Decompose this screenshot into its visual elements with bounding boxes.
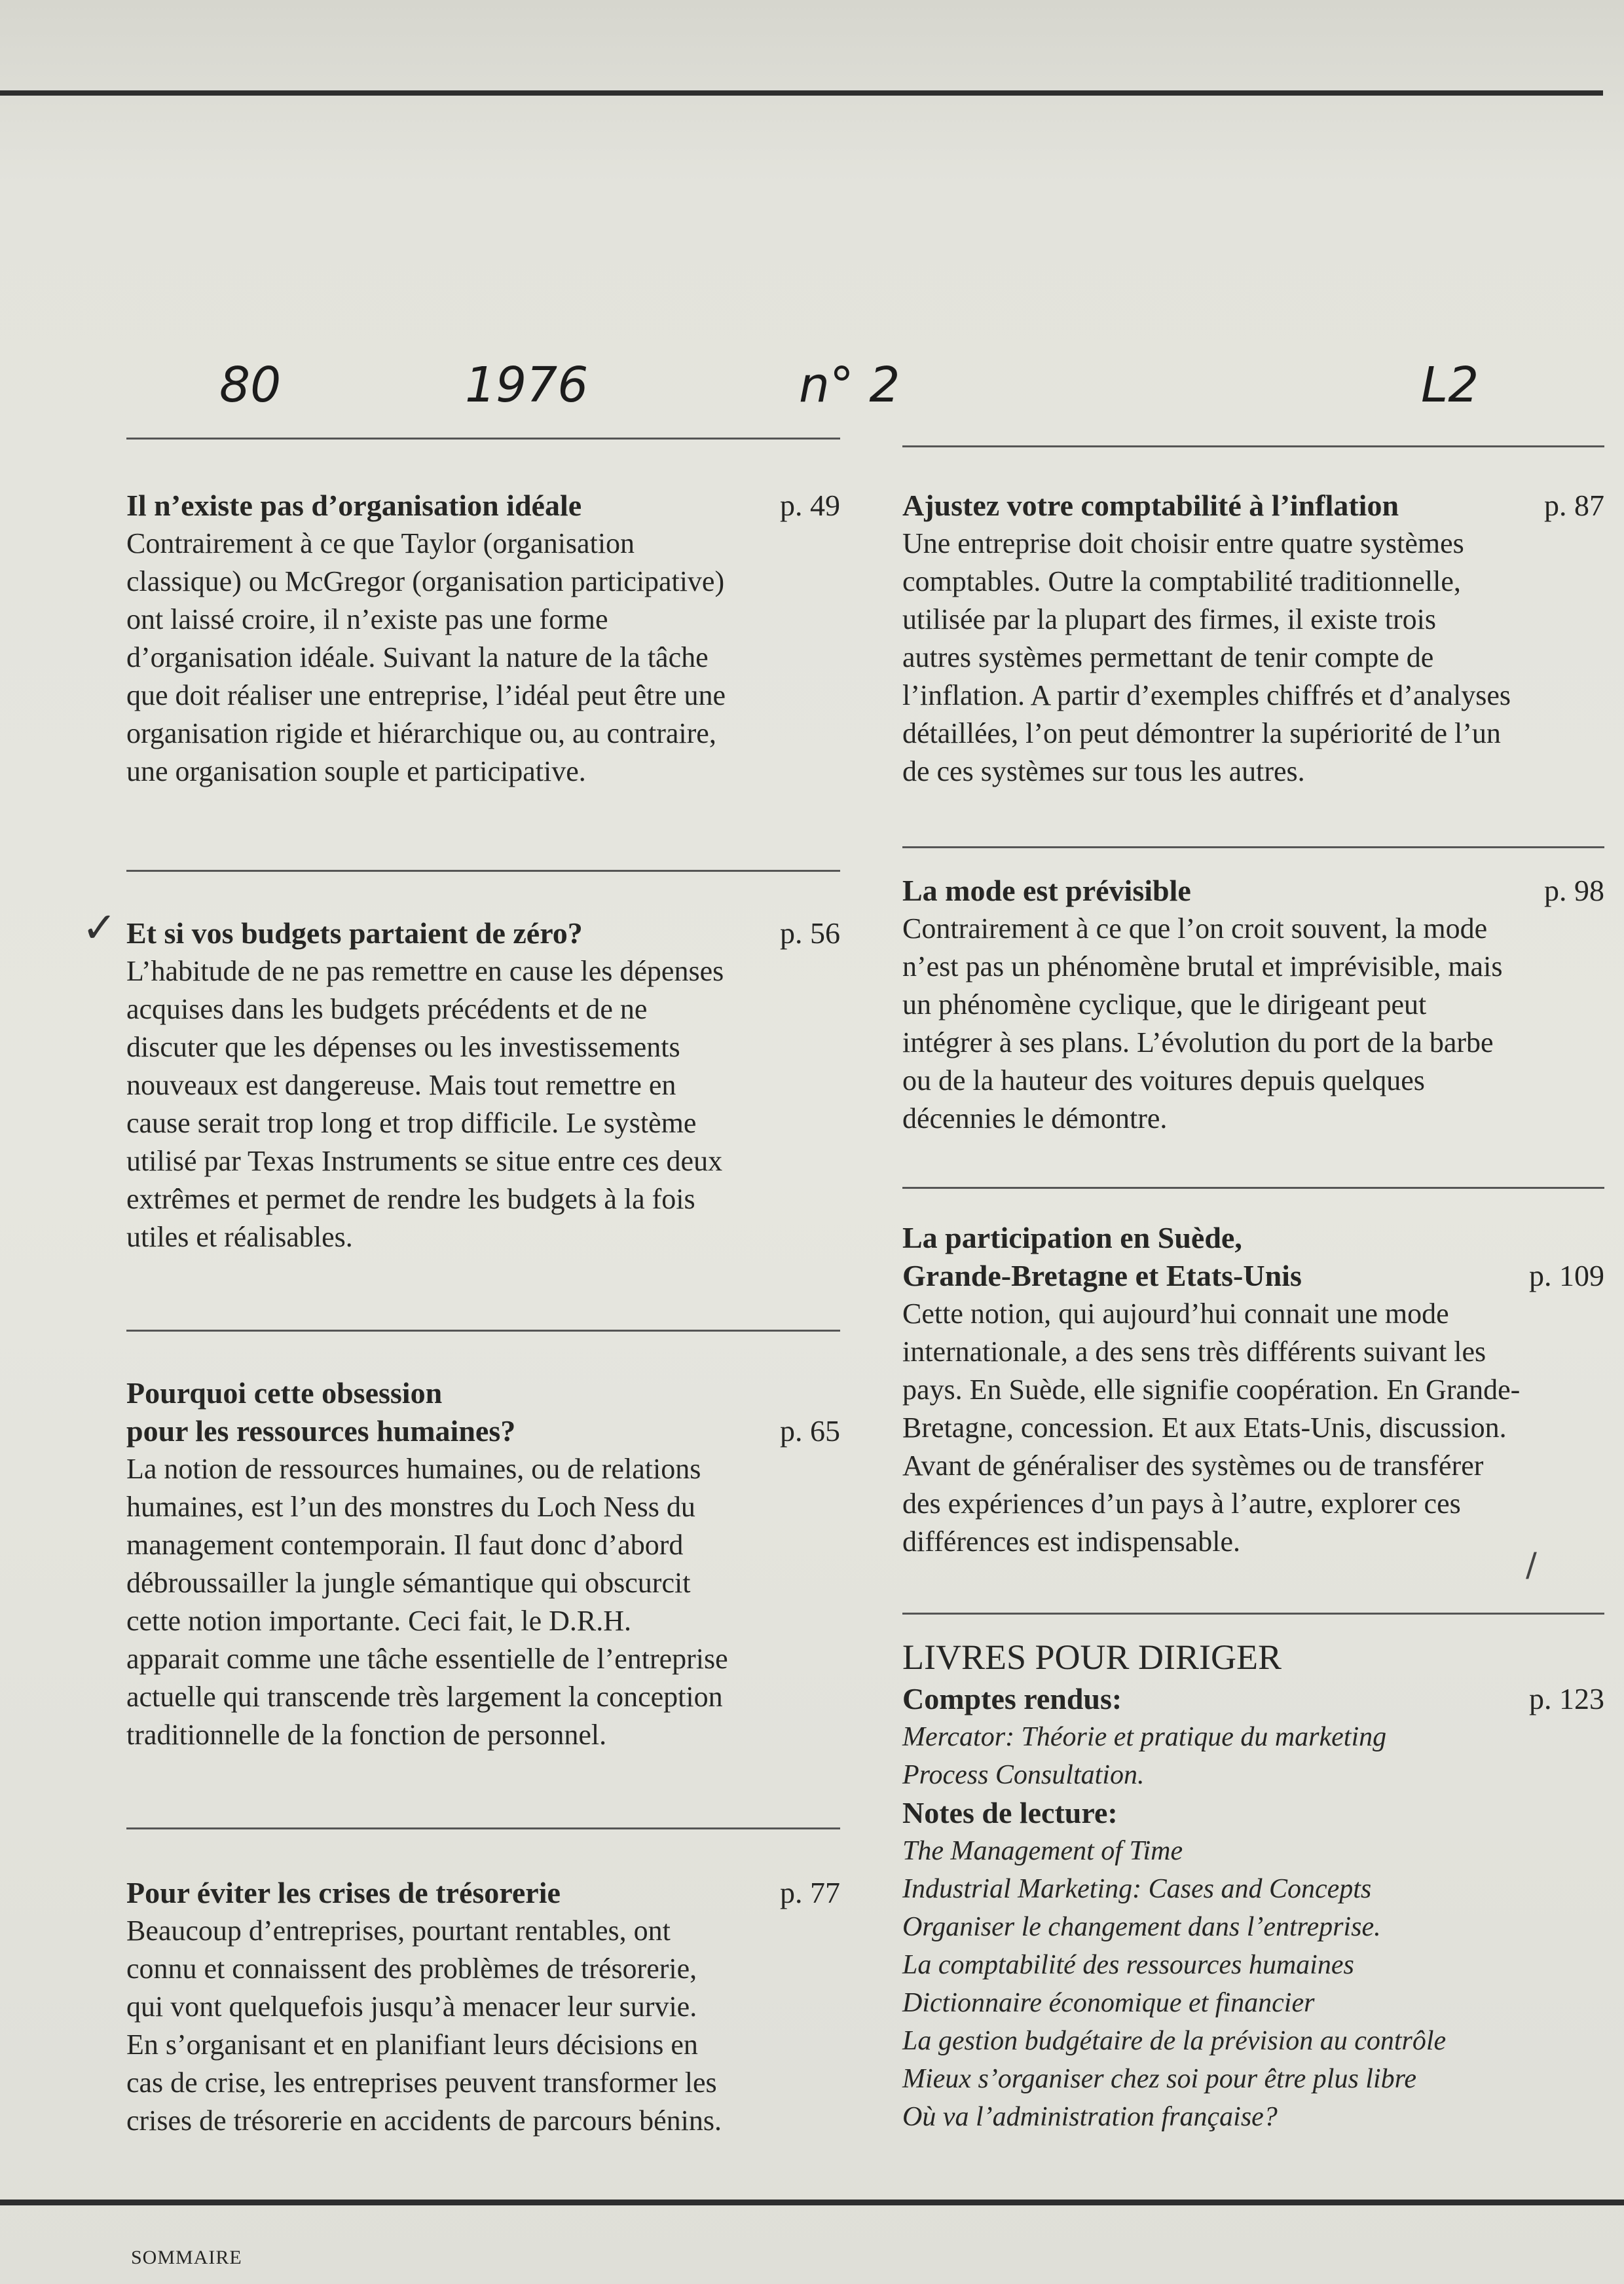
right-column-3 xyxy=(902,1187,1604,1561)
page-ref: p. 109 xyxy=(1529,1259,1604,1292)
article-body: Contrairement à ce que l’on croit souvent, la mode n’est pas un phénomène brutal et imprévisible, mais un phénomène cyclique, que le dirigeant peut intégrer à ses plans. L’évolution du port de la barbe ou de la hauteur des voitures depuis quelques décennies le démontre. xyxy=(902,912,1503,1134)
article-title: Grande-Bretagne et Etats-Unis p. 109 xyxy=(902,1257,1604,1295)
handwritten-year: 1976 xyxy=(465,357,589,413)
footer-label: SOMMAIRE xyxy=(131,2247,242,2268)
livres-heading: LIVRES POUR DIRIGER xyxy=(902,1638,1282,1677)
article-title: Ajustez votre comptabilité à l’inflation p. 87 xyxy=(902,487,1604,525)
page-ref: p. 98 xyxy=(1544,874,1604,907)
divider xyxy=(902,445,1604,447)
article-participation xyxy=(902,1219,1604,1561)
right-column xyxy=(902,445,1604,791)
article-title: Pour éviter les crises de trésorerie p. 77 xyxy=(126,1874,840,1912)
notes-de-lecture-label: Notes de lecture: xyxy=(902,1796,1118,1829)
divider xyxy=(902,846,1604,848)
article-inflation xyxy=(902,487,1604,791)
article-title-line: La participation en Suède, xyxy=(902,1221,1242,1254)
article-body: La notion de ressources humaines, ou de relations humaines, est l’un des monstres du Loch Ness du management contemporain. Il faut donc d’abord débroussailler la jungle sémantique qui obscurcit cette notion importante. Ceci fait, le D.R.H. apparait comme une tâche essentielle de l’entreprise actuelle qui transcende très largement la conception traditionnelle de la fonction de personnel. xyxy=(126,1453,728,1751)
handwritten-issue: n° 2 xyxy=(799,357,900,413)
article-title: Il n’existe pas d’organisation idéale p. 49 xyxy=(126,487,840,525)
divider xyxy=(126,1827,840,1829)
right-column-4 xyxy=(902,1613,1604,2136)
book-title: Dictionnaire économique et financier xyxy=(902,1988,1315,2018)
page-ref: p. 77 xyxy=(780,1876,840,1909)
page-ref: p. 49 xyxy=(780,489,840,522)
book-title: Où va l’administration française? xyxy=(902,2102,1278,2132)
article-title: Et si vos budgets partaient de zéro? p. 56 xyxy=(126,914,840,952)
left-column-3 xyxy=(126,1330,840,1754)
page-ref: p. 123 xyxy=(1529,1682,1604,1715)
handwritten-number: 80 xyxy=(219,357,282,413)
top-rule xyxy=(0,90,1603,96)
comptes-rendus-label: Comptes rendus: p. 123 xyxy=(902,1680,1604,1718)
checkmark-annotation: ✓ xyxy=(82,904,117,952)
bottom-rule xyxy=(0,2200,1624,2205)
article-title: pour les ressources humaines? p. 65 xyxy=(126,1412,840,1450)
book-title: La comptabilité des ressources humaines xyxy=(902,1950,1354,1980)
article-mode xyxy=(902,872,1604,1138)
pen-mark-annotation: / xyxy=(1526,1546,1537,1584)
article-body: Beaucoup d’entreprises, pourtant rentables, ont connu et connaissent des problèmes de trésorerie, qui vont quelquefois jusqu’à menacer leur survie. En s’organisant et en planifiant leurs décisions en cas de crise, les entreprises peuvent transformer les crises de trésorerie en accidents de parcours bénins. xyxy=(126,1915,722,2137)
book-title: Organiser le changement dans l’entreprise. xyxy=(902,1912,1381,1942)
article-body: Cette notion, qui aujourd’hui connait une mode internationale, a des sens très différents suivant les pays. En Suède, elle signifie coopération. En Grande- Bretagne, concession. Et aux Etats-Unis, discussion. Avant de généraliser des systèmes ou de transférer des expériences d’un pays à l’autre, explorer ces différences est indispensable. xyxy=(902,1298,1521,1558)
book-title: Mercator: Théorie et pratique du marketing xyxy=(902,1722,1387,1752)
book-title: Mieux s’organiser chez soi pour être plus libre xyxy=(902,2064,1417,2094)
article-body: L’habitude de ne pas remettre en cause les dépenses acquises dans les budgets précédents et de ne discuter que les dépenses ou les investissements nouveaux est dangereuse. Mais tout remettre en cause serait trop long et trop difficile. Le système utilisé par Texas Instruments se situe entre ces deux extrêmes et permet de rendre les budgets à la fois utiles et réalisables. xyxy=(126,955,724,1253)
divider xyxy=(126,870,840,872)
divider xyxy=(126,1330,840,1332)
left-column xyxy=(126,438,840,791)
page-ref: p. 87 xyxy=(1544,489,1604,522)
article-body: Une entreprise doit choisir entre quatre systèmes comptables. Outre la comptabilité traditionnelle, utilisée par la plupart des firmes, il existe trois autres systèmes permettant de tenir compte de l’inflation. A partir d’exemples chiffrés et d’analyses détaillées, l’on peut démontrer la supériorité de l’un de ces systèmes sur tous les autres. xyxy=(902,527,1511,787)
handwritten-code: L2 xyxy=(1421,357,1479,413)
article-budgets xyxy=(126,914,840,1256)
article-tresorerie xyxy=(126,1874,840,2140)
book-title: La gestion budgétaire de la prévision au contrôle xyxy=(902,2026,1447,2056)
left-column-4 xyxy=(126,1827,840,2140)
page-ref: p. 56 xyxy=(780,916,840,950)
article-organisation xyxy=(126,487,840,791)
article-title: La mode est prévisible p. 98 xyxy=(902,872,1604,910)
article-ressources-humaines xyxy=(126,1374,840,1754)
left-column-2 xyxy=(126,870,840,1256)
divider xyxy=(126,438,840,440)
livres-section xyxy=(902,1634,1604,2136)
article-body: Contrairement à ce que Taylor (organisation classique) ou McGregor (organisation participative) ont laissé croire, il n’existe pas une forme d’organisation idéale. Suivant la nature de la tâche que doit réaliser une entreprise, l’idéal peut être une organisation rigide et hiérarchique ou, au contraire, une organisation souple et participative. xyxy=(126,527,726,787)
right-column-2 xyxy=(902,846,1604,1138)
page-ref: p. 65 xyxy=(780,1414,840,1448)
divider xyxy=(902,1613,1604,1615)
book-title: Industrial Marketing: Cases and Concepts xyxy=(902,1874,1372,1904)
book-title: The Management of Time xyxy=(902,1836,1183,1866)
divider xyxy=(902,1187,1604,1189)
article-title-line: Pourquoi cette obsession xyxy=(126,1376,443,1410)
book-title: Process Consultation. xyxy=(902,1760,1145,1790)
